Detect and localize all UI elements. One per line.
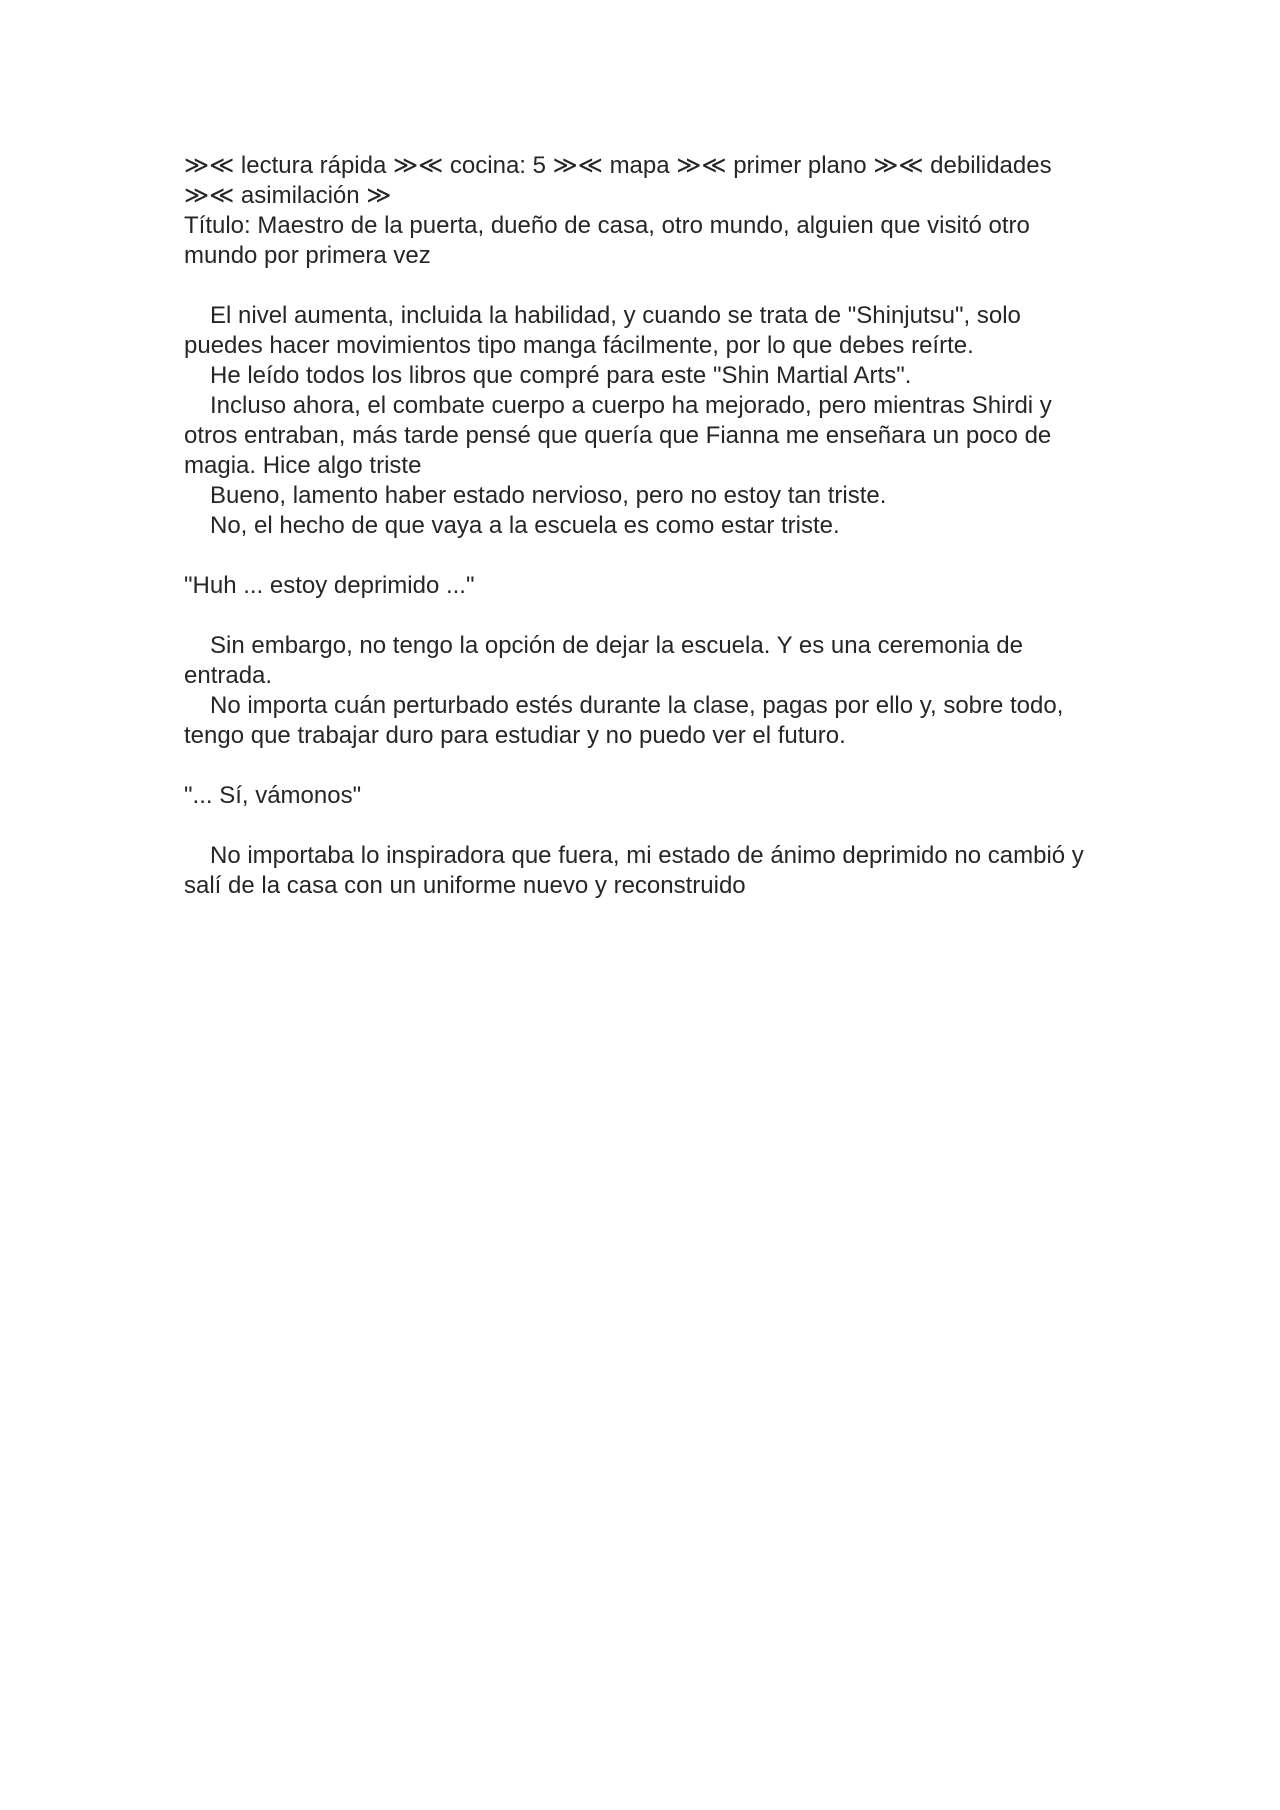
body-paragraph: No, el hecho de que vaya a la escuela es como estar triste. [210,512,840,539]
body-paragraph: Bueno, lamento haber estado nervioso, pero no estoy tan triste. [210,482,887,509]
dialogue-line: "Huh ... estoy deprimido ..." [184,572,475,599]
body-paragraph: No importaba lo inspiradora que fuera, mi estado de ánimo deprimido no cambió y salí de la casa con un uniforme nuevo y reconstruido [184,842,1091,899]
paragraph-gap [184,751,1104,781]
body-paragraph: He leído todos los libros que compré para este "Shin Martial Arts". [210,362,912,389]
dialogue-line: "... Sí, vámonos" [184,782,362,809]
paragraph-gap [184,271,1104,301]
body-paragraph: Incluso ahora, el combate cuerpo a cuerpo ha mejorado, pero mientras Shirdi y otros entraban, más tarde pensé que quería que Fianna me enseñara un poco de magia. Hice algo triste [184,392,1059,479]
paragraph-gap [184,541,1104,571]
body-paragraph: Sin embargo, no tengo la opción de dejar la escuela. Y es una ceremonia de entrada. [184,632,1030,689]
body-paragraph: No importa cuán perturbado estés durante la clase, pagas por ello y, sobre todo, tengo que trabajar duro para estudiar y no puedo ver el futuro. [184,692,1071,749]
body-paragraph: El nivel aumenta, incluida la habilidad, y cuando se trata de "Shinjutsu", solo puedes hacer movimientos tipo manga fácilmente, por lo que debes reírte. [184,302,1028,359]
title-line: Título: Maestro de la puerta, dueño de casa, otro mundo, alguien que visitó otro mundo por primera vez [184,212,1037,269]
paragraph-gap [184,601,1104,631]
document-page [184,151,1104,901]
stats-line: ≫≪ lectura rápida ≫≪ cocina: 5 ≫≪ mapa ≫≪ primer plano ≫≪ debilidades ≫≪ asimilación ≫ [184,152,1059,209]
paragraph-gap [184,811,1104,841]
